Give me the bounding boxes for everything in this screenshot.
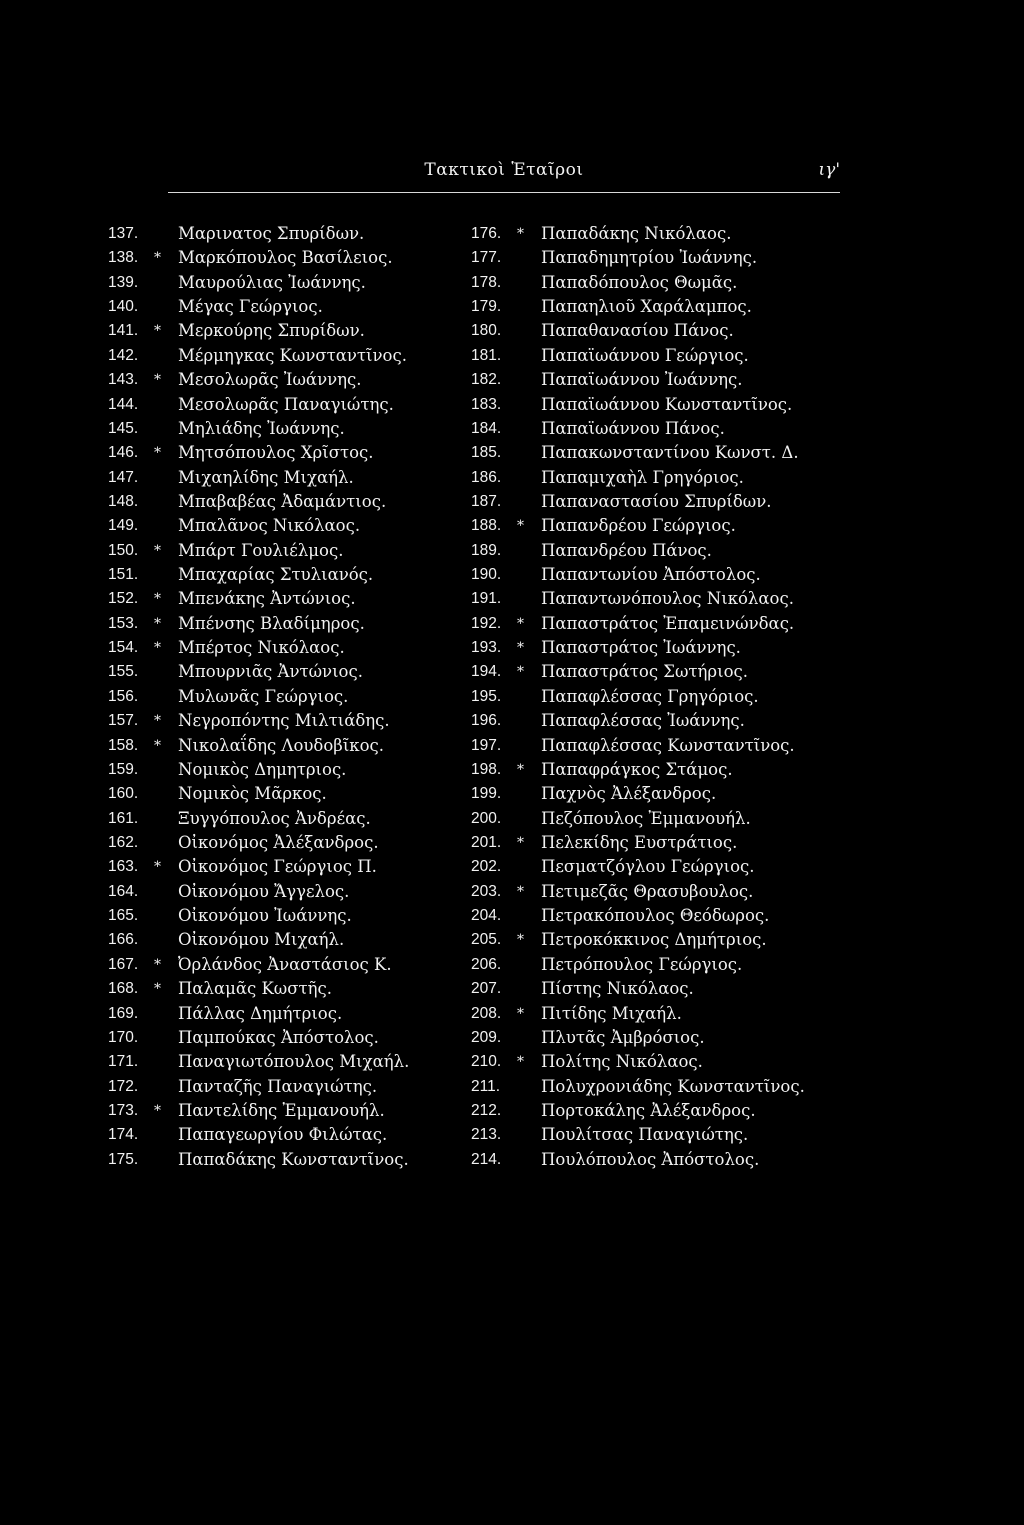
member-name: Πίστης Νικόλαος. — [541, 979, 694, 999]
entry-number: 188. — [471, 517, 502, 535]
member-name: Οἰκονόμος Ἀλέξανδρος. — [178, 832, 379, 852]
member-entry — [471, 368, 831, 392]
entry-number: 166. — [108, 931, 139, 949]
entry-number: 200. — [471, 809, 502, 827]
member-entry — [471, 612, 831, 636]
member-entry — [471, 685, 831, 709]
entry-number: 208. — [471, 1004, 502, 1022]
member-name: Μαρκόπουλος Βασίλειος. — [178, 248, 393, 268]
member-entry — [471, 807, 831, 831]
entry-number: 169. — [108, 1004, 139, 1022]
member-entry — [108, 1075, 468, 1099]
member-entry — [108, 295, 468, 319]
entry-number: 175. — [108, 1150, 139, 1168]
entry-number: 177. — [471, 249, 502, 267]
asterisk-mark: * — [154, 713, 161, 730]
entry-number: 198. — [471, 760, 502, 778]
member-entry — [108, 563, 468, 587]
entry-number: 143. — [108, 371, 139, 389]
member-name: Μπαβαβέας Ἀδαμάντιος. — [178, 491, 387, 511]
entry-number: 149. — [108, 517, 139, 535]
member-name: Μυλωνᾶς Γεώργιος. — [178, 686, 349, 706]
member-name: Νεγροπόντης Μιλτιάδης. — [178, 711, 390, 731]
member-name: Μεσολωρᾶς Ἰωάννης. — [178, 370, 362, 390]
entry-number: 161. — [108, 809, 139, 827]
member-name: Μπένσης Βλαδίμηρος. — [178, 613, 365, 633]
member-name: Παπακωνσταντίνου Κωνστ. Δ. — [541, 443, 799, 463]
member-entry — [108, 222, 468, 246]
entry-number: 190. — [471, 566, 502, 584]
member-entry — [471, 636, 831, 660]
entry-number: 201. — [471, 833, 502, 851]
member-entry — [471, 393, 831, 417]
member-entry — [471, 928, 831, 952]
asterisk-mark: * — [517, 932, 524, 949]
member-entry — [471, 344, 831, 368]
entry-number: 213. — [471, 1126, 502, 1144]
member-name: Παπαφλέσσας Κωνσταντῖνος. — [541, 735, 795, 755]
member-entry — [108, 928, 468, 952]
member-entry — [471, 953, 831, 977]
entry-number: 154. — [108, 639, 139, 657]
member-entry — [471, 1123, 831, 1147]
member-entry — [471, 660, 831, 684]
member-entry — [108, 831, 468, 855]
entry-number: 182. — [471, 371, 502, 389]
member-entry — [108, 660, 468, 684]
member-name: Πετροκόκκινος Δημήτριος. — [541, 930, 767, 950]
member-entry — [108, 855, 468, 879]
member-entry — [471, 758, 831, 782]
member-entry — [108, 977, 468, 1001]
member-entry — [108, 709, 468, 733]
member-entry — [108, 587, 468, 611]
entry-number: 151. — [108, 566, 139, 584]
member-name: Παναγιωτόπουλος Μιχαήλ. — [178, 1052, 410, 1072]
member-entry — [471, 295, 831, 319]
entry-number: 187. — [471, 492, 502, 510]
member-entry — [471, 1075, 831, 1099]
entry-number: 209. — [471, 1028, 502, 1046]
member-name: Παλαμᾶς Κωστῆς. — [178, 979, 333, 999]
asterisk-mark: * — [154, 250, 161, 267]
asterisk-mark: * — [154, 372, 161, 389]
entry-number: 206. — [471, 955, 502, 973]
asterisk-mark: * — [154, 591, 161, 608]
member-name: Παπαντωνόπουλος Νικόλαος. — [541, 589, 794, 609]
asterisk-mark: * — [517, 1054, 524, 1071]
member-name: Μητσόπουλος Χρῖστος. — [178, 443, 374, 463]
asterisk-mark: * — [154, 956, 161, 973]
entry-number: 211. — [471, 1077, 501, 1095]
member-name: Παντελίδης Ἐμμανουήλ. — [178, 1100, 385, 1120]
entry-number: 152. — [108, 590, 139, 608]
member-name: Παπαντωνίου Ἀπόστολος. — [541, 565, 761, 585]
member-name: Μπαλᾶνος Νικόλαος. — [178, 516, 361, 536]
member-name: Ὀρλάνδος Ἀναστάσιος Κ. — [178, 954, 392, 974]
asterisk-mark: * — [154, 981, 161, 998]
entry-number: 176. — [471, 225, 502, 242]
asterisk-mark: * — [517, 640, 524, 657]
member-name: Παπαμιχαὴλ Γρηγόριος. — [541, 467, 744, 487]
member-name: Παπαναστασίου Σπυρίδων. — [541, 491, 772, 511]
member-entry — [108, 271, 468, 295]
member-name: Παπανδρέου Πάνος. — [541, 540, 712, 560]
entry-number: 142. — [108, 346, 139, 364]
member-name: Πετιμεζᾶς Θρασυβουλος. — [541, 881, 754, 901]
member-name: Πετρόπουλος Γεώργιος. — [541, 954, 743, 974]
entry-number: 157. — [108, 712, 139, 730]
member-name: Πολίτης Νικόλαος. — [541, 1052, 703, 1072]
entry-number: 172. — [108, 1077, 139, 1095]
entry-number: 178. — [471, 273, 502, 291]
entry-number: 195. — [471, 687, 502, 705]
member-entry — [471, 880, 831, 904]
member-name: Νικολαΐδης Λουδοβῖκος. — [178, 735, 385, 755]
member-name: Μπενάκης Ἀντώνιος. — [178, 589, 356, 609]
member-name: Πανταζῆς Παναγιώτης. — [178, 1076, 378, 1096]
page-number: ιγ' — [818, 160, 840, 180]
entry-number: 183. — [471, 395, 502, 413]
entry-number: 180. — [471, 322, 502, 340]
member-name: Παπαστράτος Σωτήριος. — [541, 662, 749, 682]
entry-number: 210. — [471, 1053, 502, 1071]
entry-number: 199. — [471, 785, 502, 803]
entry-number: 139. — [108, 273, 139, 291]
member-entry — [471, 1148, 831, 1172]
asterisk-mark: * — [154, 640, 161, 657]
member-name: Πετρακόπουλος Θεόδωρος. — [541, 906, 770, 926]
member-entry — [108, 734, 468, 758]
member-entry — [471, 514, 831, 538]
entry-number: 171. — [108, 1053, 139, 1071]
member-entry — [108, 880, 468, 904]
member-entry — [471, 222, 831, 246]
entry-number: 207. — [471, 980, 502, 998]
member-name: Μπέρτος Νικόλαος. — [178, 638, 345, 658]
member-entry — [108, 685, 468, 709]
member-name: Μέγας Γεώργιος. — [178, 297, 323, 317]
member-entry — [471, 490, 831, 514]
member-entry — [471, 1050, 831, 1074]
member-name: Παπαϊωάννου Πάνος. — [541, 418, 725, 438]
member-entry — [471, 271, 831, 295]
entry-number: 185. — [471, 444, 502, 462]
member-entry — [108, 612, 468, 636]
member-entry — [108, 1050, 468, 1074]
member-name: Πεζόπουλος Ἐμμανουήλ. — [541, 808, 751, 828]
entry-number: 147. — [108, 468, 139, 486]
member-entry — [471, 246, 831, 270]
member-entry — [471, 977, 831, 1001]
entry-number: 162. — [108, 833, 139, 851]
entry-number: 138. — [108, 249, 139, 267]
member-name: Παπαφράγκος Στάμος. — [541, 759, 733, 779]
entry-number: 159. — [108, 760, 139, 778]
member-entry — [108, 807, 468, 831]
member-entry — [471, 782, 831, 806]
member-name: Παπανδρέου Γεώργιος. — [541, 516, 736, 536]
member-entry — [471, 417, 831, 441]
entry-number: 150. — [108, 541, 139, 559]
entry-number: 167. — [108, 955, 139, 973]
member-name: Μέρμηγκας Κωνσταντῖνος. — [178, 345, 407, 365]
member-entry — [471, 1026, 831, 1050]
entry-number: 170. — [108, 1028, 139, 1046]
entry-number: 158. — [108, 736, 139, 754]
member-name: Μεσολωρᾶς Παναγιώτης. — [178, 394, 394, 414]
member-entry — [471, 831, 831, 855]
entry-number: 204. — [471, 907, 502, 925]
member-entry — [108, 539, 468, 563]
entry-number: 153. — [108, 614, 139, 632]
header-rule — [168, 192, 840, 193]
entry-number: 168. — [108, 980, 139, 998]
member-name: Παπαδάκης Νικόλαος. — [541, 224, 732, 243]
entry-number: 163. — [108, 858, 139, 876]
asterisk-mark: * — [517, 615, 524, 632]
member-name: Πιτίδης Μιχαήλ. — [541, 1003, 682, 1023]
page-title: Τακτικοὶ Ἑταῖροι — [424, 160, 584, 180]
member-name: Παπαδάκης Κωνσταντῖνος. — [178, 1149, 409, 1169]
entry-number: 184. — [471, 419, 502, 437]
member-entry — [471, 904, 831, 928]
member-name: Πουλίτσας Παναγιώτης. — [541, 1125, 749, 1145]
entry-number: 189. — [471, 541, 502, 559]
member-entry — [108, 1002, 468, 1026]
member-entry — [471, 587, 831, 611]
member-entry — [108, 393, 468, 417]
entry-number: 197. — [471, 736, 502, 754]
member-name: Παπαφλέσσας Γρηγόριος. — [541, 686, 759, 706]
member-name: Πορτοκάλης Ἀλέξανδρος. — [541, 1100, 756, 1120]
member-entry — [108, 441, 468, 465]
asterisk-mark: * — [154, 737, 161, 754]
member-entry — [108, 1123, 468, 1147]
member-name: Οἰκονόμου Ἄγγελος. — [178, 881, 350, 901]
member-entry — [108, 758, 468, 782]
asterisk-mark: * — [154, 1102, 161, 1119]
member-entry — [471, 709, 831, 733]
member-name: Πελεκίδης Ευστράτιος. — [541, 832, 738, 852]
member-entry — [108, 319, 468, 343]
entry-number: 194. — [471, 663, 502, 681]
member-name: Οἰκονόμου Ἰωάννης. — [178, 906, 352, 926]
asterisk-mark: * — [154, 542, 161, 559]
entry-number: 156. — [108, 687, 139, 705]
member-entry — [108, 1026, 468, 1050]
member-entry — [108, 904, 468, 928]
member-name: Πεσματζόγλου Γεώργιος. — [541, 857, 755, 877]
entry-number: 212. — [471, 1101, 502, 1119]
entry-number: 145. — [108, 419, 139, 437]
member-entry — [471, 855, 831, 879]
asterisk-mark: * — [517, 1005, 524, 1022]
member-name: Πουλόπουλος Ἀπόστολος. — [541, 1149, 760, 1169]
asterisk-mark: * — [517, 226, 524, 242]
member-entry — [108, 344, 468, 368]
entry-number: 140. — [108, 298, 139, 316]
entry-number: 192. — [471, 614, 502, 632]
entry-number: 196. — [471, 712, 502, 730]
member-name: Παπαδόπουλος Θωμᾶς. — [541, 272, 738, 292]
member-name: Μπάρτ Γουλιέλμος. — [178, 540, 344, 560]
member-name: Παχνὸς Ἀλέξανδρος. — [541, 784, 717, 804]
entry-number: 193. — [471, 639, 502, 657]
member-entry — [471, 466, 831, 490]
asterisk-mark: * — [517, 664, 524, 681]
entry-number: 173. — [108, 1101, 139, 1119]
member-name: Ξυγγόπουλος Ἀνδρέας. — [178, 808, 371, 828]
entry-number: 137. — [108, 225, 139, 242]
entry-number: 146. — [108, 444, 139, 462]
page-header — [168, 160, 840, 190]
member-entry — [471, 319, 831, 343]
member-entry — [108, 1099, 468, 1123]
member-entry — [471, 734, 831, 758]
member-name: Παπαϊωάννου Ἰωάννης. — [541, 370, 743, 390]
right-member-column — [471, 222, 831, 1172]
member-name: Μηλιάδης Ἰωάννης. — [178, 418, 345, 438]
member-name: Παπαηλιοῦ Χαράλαμπος. — [541, 297, 752, 317]
member-entry — [471, 1099, 831, 1123]
entry-number: 203. — [471, 882, 502, 900]
member-name: Παπαϊωάννου Κωνσταντῖνος. — [541, 394, 793, 414]
member-entry — [471, 539, 831, 563]
member-name: Πολυχρονιάδης Κωνσταντῖνος. — [541, 1076, 805, 1096]
member-name: Μιχαηλίδης Μιχαήλ. — [178, 467, 354, 487]
member-entry — [108, 782, 468, 806]
member-entry — [108, 368, 468, 392]
member-name: Παπαδημητρίου Ἰωάννης. — [541, 248, 758, 268]
entry-number: 155. — [108, 663, 139, 681]
entry-number: 205. — [471, 931, 502, 949]
member-name: Οἰκονόμος Γεώργιος Π. — [178, 857, 377, 877]
entry-number: 214. — [471, 1150, 502, 1168]
asterisk-mark: * — [154, 615, 161, 632]
member-entry — [108, 636, 468, 660]
asterisk-mark: * — [517, 834, 524, 851]
member-name: Παπαθανασίου Πάνος. — [541, 321, 734, 341]
member-entry — [471, 563, 831, 587]
entry-number: 144. — [108, 395, 139, 413]
member-entry — [471, 441, 831, 465]
member-entry — [108, 1148, 468, 1172]
entry-number: 174. — [108, 1126, 139, 1144]
member-name: Μερκούρης Σπυρίδων. — [178, 321, 365, 341]
entry-number: 141. — [108, 322, 139, 340]
member-entry — [471, 1002, 831, 1026]
asterisk-mark: * — [517, 518, 524, 535]
asterisk-mark: * — [154, 859, 161, 876]
member-name: Πλυτᾶς Ἀμβρόσιος. — [541, 1027, 705, 1047]
member-name: Παπαγεωργίου Φιλώτας. — [178, 1125, 388, 1145]
asterisk-mark: * — [154, 445, 161, 462]
member-name: Παμπούκας Ἀπόστολος. — [178, 1027, 379, 1047]
member-entry — [108, 417, 468, 441]
member-name: Οἰκονόμου Μιχαήλ. — [178, 930, 345, 950]
member-name: Μπουρνιᾶς Ἀντώνιος. — [178, 662, 363, 682]
member-entry — [108, 953, 468, 977]
member-name: Παπαστράτος Ἐπαμεινώνδας. — [541, 613, 795, 633]
member-name: Παπαφλέσσας Ἰωάννης. — [541, 711, 745, 731]
member-entry — [108, 246, 468, 270]
entry-number: 165. — [108, 907, 139, 925]
entry-number: 148. — [108, 492, 139, 510]
member-name: Παπαστράτος Ἰωάννης. — [541, 638, 741, 658]
member-entry — [108, 490, 468, 514]
member-entry — [108, 514, 468, 538]
asterisk-mark: * — [517, 761, 524, 778]
member-name: Πάλλας Δημήτριος. — [178, 1003, 343, 1023]
entry-number: 202. — [471, 858, 502, 876]
member-entry — [108, 466, 468, 490]
entry-number: 191. — [471, 590, 502, 608]
entry-number: 160. — [108, 785, 139, 803]
member-name: Νομικὸς Δημητριος. — [178, 759, 347, 779]
member-name: Νομικὸς Μᾶρκος. — [178, 784, 327, 804]
asterisk-mark: * — [154, 323, 161, 340]
member-name: Μαρινατος Σπυρίδων. — [178, 224, 365, 243]
entry-number: 186. — [471, 468, 502, 486]
entry-number: 164. — [108, 882, 139, 900]
entry-number: 179. — [471, 298, 502, 316]
asterisk-mark: * — [517, 883, 524, 900]
member-name: Παπαϊωάννου Γεώργιος. — [541, 345, 749, 365]
entry-number: 181. — [471, 346, 502, 364]
member-name: Μπαχαρίας Στυλιανός. — [178, 565, 374, 585]
member-name: Μαυρούλιας Ἰωάννης. — [178, 272, 366, 292]
left-member-column — [108, 222, 468, 1172]
